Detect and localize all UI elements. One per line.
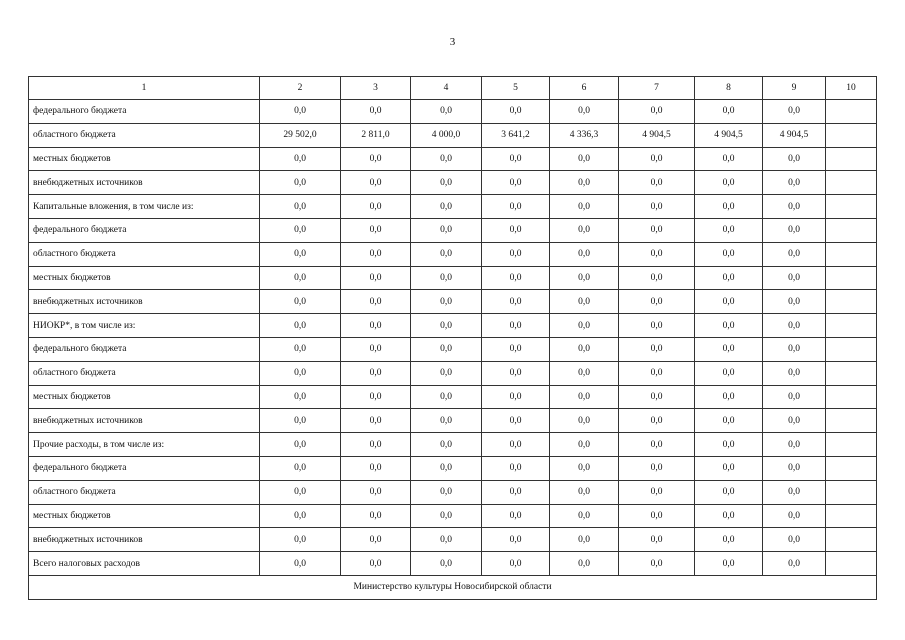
table-cell: 0,0 (550, 409, 619, 433)
table-cell: 0,0 (550, 528, 619, 552)
table-cell: 0,0 (695, 480, 763, 504)
table-cell: 0,0 (695, 195, 763, 219)
table-cell: 0,0 (341, 480, 411, 504)
table-cell (826, 123, 877, 147)
row-label: внебюджетных источников (29, 171, 260, 195)
table-cell: 0,0 (695, 504, 763, 528)
table-cell: 0,0 (482, 314, 550, 338)
table-cell (826, 433, 877, 457)
table-cell (826, 314, 877, 338)
column-header-3: 3 (341, 77, 411, 100)
table-cell: 0,0 (619, 195, 695, 219)
table-cell: 0,0 (482, 290, 550, 314)
table-cell: 0,0 (695, 314, 763, 338)
table-cell: 0,0 (619, 456, 695, 480)
table-cell (826, 456, 877, 480)
table-cell: 0,0 (482, 480, 550, 504)
table-cell: 0,0 (341, 337, 411, 361)
row-label: местных бюджетов (29, 504, 260, 528)
table-cell: 0,0 (341, 100, 411, 124)
row-label: федерального бюджета (29, 337, 260, 361)
table-cell: 0,0 (619, 433, 695, 457)
table-cell: 0,0 (695, 290, 763, 314)
table-cell: 0,0 (695, 361, 763, 385)
table-cell: 0,0 (550, 242, 619, 266)
table-cell (826, 100, 877, 124)
table-cell: 0,0 (763, 480, 826, 504)
table-cell: 0,0 (260, 171, 341, 195)
column-header-10: 10 (826, 77, 877, 100)
table-cell: 0,0 (763, 409, 826, 433)
footer-ministry-name: Министерство культуры Новосибирской области (29, 575, 877, 599)
table-cell: 0,0 (763, 314, 826, 338)
table-cell: 0,0 (550, 385, 619, 409)
table-cell: 0,0 (619, 480, 695, 504)
table-cell: 0,0 (341, 456, 411, 480)
table-row (29, 314, 877, 338)
table-cell: 0,0 (619, 552, 695, 576)
table-cell: 0,0 (619, 266, 695, 290)
table-cell: 0,0 (411, 337, 482, 361)
table-cell (826, 242, 877, 266)
column-header-5: 5 (482, 77, 550, 100)
table-cell: 0,0 (260, 480, 341, 504)
table-cell (826, 552, 877, 576)
table-cell: 0,0 (260, 218, 341, 242)
row-label: Прочие расходы, в том числе из: (29, 433, 260, 457)
table-cell: 0,0 (341, 528, 411, 552)
table-cell: 0,0 (482, 266, 550, 290)
table-row (29, 504, 877, 528)
table-header-row (29, 77, 877, 100)
table-row (29, 242, 877, 266)
table-cell: 0,0 (763, 528, 826, 552)
table-cell: 0,0 (411, 385, 482, 409)
table-cell: 4 904,5 (763, 123, 826, 147)
table-row (29, 337, 877, 361)
table-cell: 0,0 (763, 504, 826, 528)
table-cell: 0,0 (550, 266, 619, 290)
table-cell: 0,0 (550, 552, 619, 576)
table-cell: 0,0 (411, 409, 482, 433)
table-row (29, 528, 877, 552)
row-label: Всего налоговых расходов (29, 552, 260, 576)
table-cell: 0,0 (695, 552, 763, 576)
table-cell: 0,0 (260, 195, 341, 219)
table-cell: 0,0 (550, 337, 619, 361)
table-footer-row (29, 575, 877, 599)
column-header-1: 1 (29, 77, 260, 100)
table-cell: 0,0 (260, 290, 341, 314)
table-cell: 0,0 (482, 504, 550, 528)
table-cell: 0,0 (695, 266, 763, 290)
row-label: областного бюджета (29, 123, 260, 147)
table-cell: 29 502,0 (260, 123, 341, 147)
table-cell: 0,0 (260, 528, 341, 552)
table-cell: 0,0 (260, 504, 341, 528)
table-cell: 0,0 (482, 147, 550, 171)
table-cell: 0,0 (411, 504, 482, 528)
table-cell: 0,0 (260, 385, 341, 409)
table-cell (826, 385, 877, 409)
table-cell: 0,0 (411, 314, 482, 338)
table-cell: 3 641,2 (482, 123, 550, 147)
table-cell: 0,0 (411, 361, 482, 385)
table-cell: 0,0 (411, 147, 482, 171)
table-cell: 0,0 (341, 218, 411, 242)
table-cell: 0,0 (411, 195, 482, 219)
table-cell: 0,0 (482, 456, 550, 480)
table-cell: 0,0 (411, 242, 482, 266)
table-cell: 0,0 (550, 195, 619, 219)
table-cell: 0,0 (763, 195, 826, 219)
table-cell: 0,0 (260, 242, 341, 266)
table-cell: 0,0 (695, 456, 763, 480)
table-cell: 0,0 (550, 290, 619, 314)
table-cell: 0,0 (482, 242, 550, 266)
row-label: местных бюджетов (29, 147, 260, 171)
table-cell: 0,0 (260, 552, 341, 576)
column-header-6: 6 (550, 77, 619, 100)
table-cell (826, 290, 877, 314)
table-cell (826, 528, 877, 552)
table-cell: 4 000,0 (411, 123, 482, 147)
column-header-9: 9 (763, 77, 826, 100)
budget-table (28, 76, 877, 600)
table-cell: 0,0 (763, 218, 826, 242)
table-cell: 0,0 (341, 504, 411, 528)
table-cell: 0,0 (550, 361, 619, 385)
table-cell (826, 195, 877, 219)
table-cell: 0,0 (411, 290, 482, 314)
table-cell (826, 504, 877, 528)
table-cell: 0,0 (411, 171, 482, 195)
table-cell: 0,0 (695, 337, 763, 361)
table-cell: 0,0 (619, 100, 695, 124)
table-cell: 0,0 (260, 456, 341, 480)
table-cell: 0,0 (619, 290, 695, 314)
table-cell: 0,0 (482, 100, 550, 124)
table-cell: 0,0 (695, 242, 763, 266)
table-cell: 0,0 (619, 361, 695, 385)
row-label: Капитальные вложения, в том числе из: (29, 195, 260, 219)
table-row (29, 385, 877, 409)
table-cell: 0,0 (619, 218, 695, 242)
table-cell: 0,0 (341, 266, 411, 290)
table-cell: 0,0 (763, 433, 826, 457)
table-cell: 0,0 (619, 385, 695, 409)
table-row (29, 123, 877, 147)
table-cell: 0,0 (763, 337, 826, 361)
table-cell (826, 409, 877, 433)
table-cell: 0,0 (619, 504, 695, 528)
table-row (29, 266, 877, 290)
row-label: местных бюджетов (29, 385, 260, 409)
table-cell: 0,0 (411, 528, 482, 552)
table-row (29, 195, 877, 219)
table-cell: 0,0 (341, 552, 411, 576)
table-cell: 0,0 (695, 385, 763, 409)
row-label: внебюджетных источников (29, 290, 260, 314)
column-header-8: 8 (695, 77, 763, 100)
table-cell: 0,0 (341, 195, 411, 219)
table-cell: 0,0 (341, 242, 411, 266)
table-cell: 0,0 (260, 361, 341, 385)
table-cell: 0,0 (550, 314, 619, 338)
table-row (29, 456, 877, 480)
table-cell: 0,0 (482, 218, 550, 242)
table-cell: 0,0 (411, 218, 482, 242)
table-cell: 0,0 (260, 266, 341, 290)
table-cell: 0,0 (482, 409, 550, 433)
column-header-4: 4 (411, 77, 482, 100)
table-cell: 0,0 (763, 552, 826, 576)
table-cell: 0,0 (482, 385, 550, 409)
table-cell: 0,0 (341, 290, 411, 314)
table-cell: 0,0 (550, 504, 619, 528)
table-row (29, 409, 877, 433)
table-row (29, 290, 877, 314)
table-row (29, 433, 877, 457)
table-cell: 0,0 (341, 361, 411, 385)
table-row (29, 480, 877, 504)
table-cell: 0,0 (619, 314, 695, 338)
table-cell: 0,0 (482, 195, 550, 219)
column-header-7: 7 (619, 77, 695, 100)
table-cell: 0,0 (695, 433, 763, 457)
table-cell: 0,0 (763, 242, 826, 266)
table-cell: 0,0 (763, 361, 826, 385)
table-cell: 0,0 (482, 337, 550, 361)
table-cell: 0,0 (411, 433, 482, 457)
table-cell: 0,0 (550, 480, 619, 504)
row-label: внебюджетных источников (29, 409, 260, 433)
table-cell (826, 266, 877, 290)
table-row (29, 100, 877, 124)
table-cell: 0,0 (482, 433, 550, 457)
table-row (29, 147, 877, 171)
table-cell: 0,0 (619, 337, 695, 361)
table-cell: 0,0 (260, 314, 341, 338)
table-cell: 2 811,0 (341, 123, 411, 147)
table-cell (826, 337, 877, 361)
row-label: местных бюджетов (29, 266, 260, 290)
row-label: областного бюджета (29, 480, 260, 504)
table-cell: 0,0 (619, 528, 695, 552)
table-cell: 0,0 (482, 552, 550, 576)
table-cell: 0,0 (550, 100, 619, 124)
table-row (29, 361, 877, 385)
table-cell: 0,0 (341, 147, 411, 171)
row-label: федерального бюджета (29, 100, 260, 124)
table-cell (826, 361, 877, 385)
table-cell: 0,0 (763, 171, 826, 195)
table-cell: 0,0 (550, 433, 619, 457)
table-cell: 0,0 (695, 147, 763, 171)
table-cell (826, 147, 877, 171)
table-cell: 0,0 (260, 409, 341, 433)
row-label: внебюджетных источников (29, 528, 260, 552)
table-cell: 0,0 (341, 409, 411, 433)
page-number: 3 (449, 36, 456, 48)
table-cell: 0,0 (695, 409, 763, 433)
row-label: НИОКР*, в том числе из: (29, 314, 260, 338)
table-cell: 0,0 (482, 361, 550, 385)
table-cell: 0,0 (260, 433, 341, 457)
table-cell: 4 336,3 (550, 123, 619, 147)
table-cell: 0,0 (482, 528, 550, 552)
table-body (29, 77, 877, 600)
table-cell: 0,0 (411, 480, 482, 504)
row-label: областного бюджета (29, 361, 260, 385)
table-cell: 0,0 (763, 147, 826, 171)
table-cell: 0,0 (341, 171, 411, 195)
table-cell: 0,0 (341, 314, 411, 338)
table-cell: 0,0 (695, 171, 763, 195)
table-cell: 0,0 (695, 218, 763, 242)
table-cell: 0,0 (260, 337, 341, 361)
table-cell: 0,0 (550, 218, 619, 242)
table-cell: 0,0 (763, 290, 826, 314)
table-cell (826, 480, 877, 504)
table-cell (826, 171, 877, 195)
table-cell: 0,0 (695, 100, 763, 124)
table-cell: 0,0 (619, 242, 695, 266)
table-row (29, 552, 877, 576)
table-cell: 0,0 (260, 100, 341, 124)
table-cell: 0,0 (619, 171, 695, 195)
table-cell: 0,0 (550, 456, 619, 480)
table-cell: 4 904,5 (619, 123, 695, 147)
table-cell: 0,0 (411, 266, 482, 290)
table-cell: 0,0 (550, 147, 619, 171)
table-cell: 0,0 (411, 456, 482, 480)
table-cell: 0,0 (695, 528, 763, 552)
table-cell: 0,0 (619, 147, 695, 171)
table-cell: 0,0 (763, 385, 826, 409)
row-label: областного бюджета (29, 242, 260, 266)
table-cell: 0,0 (341, 385, 411, 409)
column-header-2: 2 (260, 77, 341, 100)
table-cell: 0,0 (763, 100, 826, 124)
table-cell: 0,0 (411, 100, 482, 124)
row-label: федерального бюджета (29, 218, 260, 242)
table-cell: 0,0 (411, 552, 482, 576)
row-label: федерального бюджета (29, 456, 260, 480)
table-cell: 0,0 (341, 433, 411, 457)
table-row (29, 218, 877, 242)
table-cell (826, 218, 877, 242)
table-cell: 0,0 (482, 171, 550, 195)
table-cell: 0,0 (763, 456, 826, 480)
table-cell: 4 904,5 (695, 123, 763, 147)
table-row (29, 171, 877, 195)
table-cell: 0,0 (763, 266, 826, 290)
table-cell: 0,0 (260, 147, 341, 171)
table-cell: 0,0 (550, 171, 619, 195)
table-cell: 0,0 (619, 409, 695, 433)
